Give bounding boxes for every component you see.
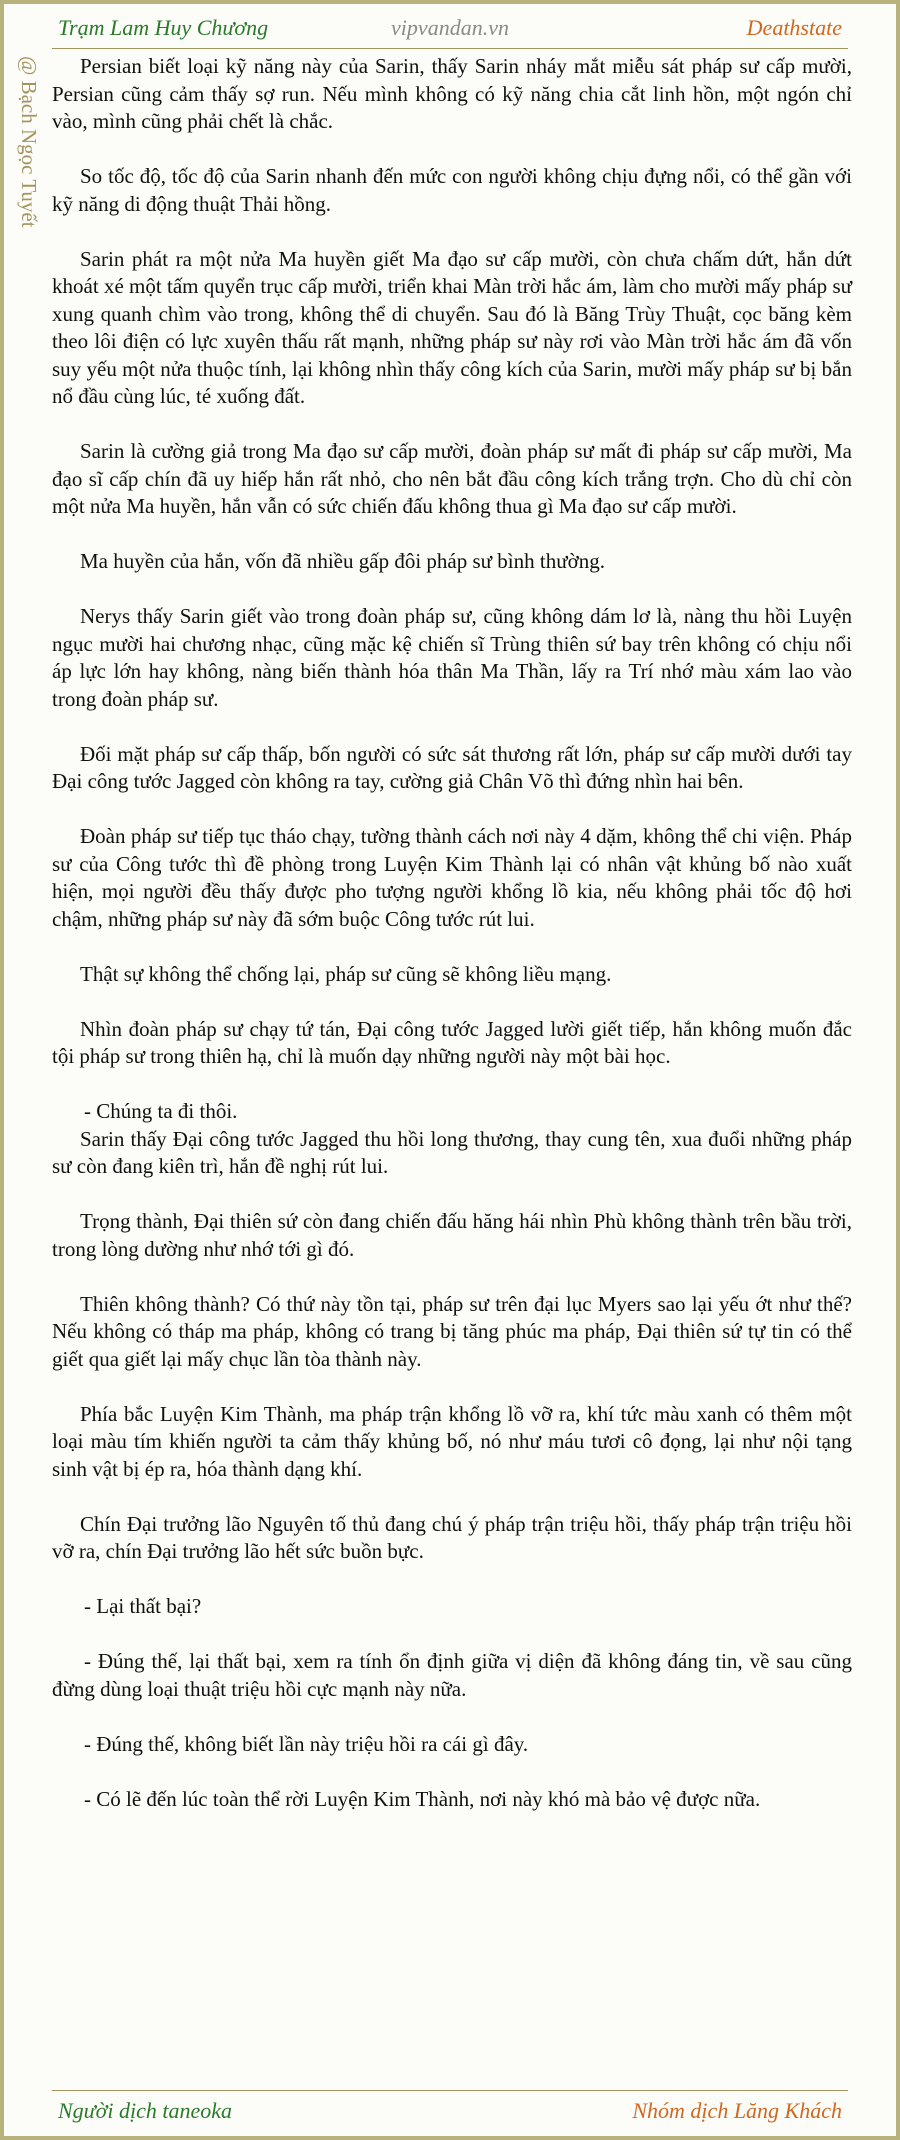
dialogue-line: - Đúng thế, không biết lần này triệu hồi ra cái gì đây. [84, 1731, 529, 1756]
paragraph: Sarin thấy Đại công tước Jagged thu hồi long thương, thay cung tên, xua đuổi những pháp sư còn đang kiên trì, hắn đề nghị rút lui. [52, 1126, 852, 1178]
paragraph: Nerys thấy Sarin giết vào trong đoàn pháp sư, cũng không dám lơ là, nàng thu hồi Luyện ngục mười hai chương nhạc, cũng mặc kệ chiến sĩ Trùng thiên sứ bay trên không có chịu nổi áp lực lớn hay không, nàng biến thành hóa thân Ma Thần, lấy ra Trí nhớ màu xám lao vào trong đoàn pháp sư. [52, 604, 852, 711]
paragraph: So tốc độ, tốc độ của Sarin nhanh đến mức con người không chịu đựng nổi, có thể gần với kỹ năng di động thuật Thải hồng. [52, 164, 852, 216]
paragraph: Ma huyền của hắn, vốn đã nhiều gấp đôi pháp sư bình thường. [80, 549, 605, 573]
page-footer [52, 2090, 848, 2131]
paragraph: Trọng thành, Đại thiên sứ còn đang chiến đấu hăng hái nhìn Phù không thành trên bầu trời, trong lòng dường như nhớ tới gì đó. [52, 1209, 852, 1261]
paragraph: Thiên không thành? Có thứ này tồn tại, pháp sư trên đại lục Myers sao lại yếu ớt như thế? Nếu không có tháp ma pháp, không có trang bị tăng phúc ma pháp, Đại thiên sứ tự tin có thể giết qua giết lại mấy chục lần tòa thành này. [52, 1291, 852, 1371]
dialogue-line: - Lại thất bại? [84, 1594, 202, 1618]
paragraph: Sarin phát ra một nửa Ma huyền giết Ma đạo sư cấp mười, còn chưa chấm dứt, hắn dứt khoát xé một tấm quyển trục cấp mười, triển khai Màn trời hắc ám, làm cho mười mấy pháp sư xung quanh chìm vào trong, không thể di chuyển. Sau đó là Băng Trùy Thuật, cọc băng kèm theo lôi điện có lực xuyên thấu rất mạnh, những pháp sư này rơi vào Màn trời hắc ám đã vốn suy yếu một nửa thuộc tính, lại không nhìn thấy công kích của Sarin, mười mấy pháp sư bị bắn nổ đầu cùng lúc, té xuống đất. [52, 246, 852, 408]
paragraph: Persian biết loại kỹ năng này của Sarin, thấy Sarin nháy mắt miễu sát pháp sư cấp mười, Persian cũng cảm thấy sợ run. Nếu mình không có kỹ năng chia cắt linh hồn, một ngón chỉ vào, mình cũng phải chết là chắc. [52, 54, 852, 133]
header-author: Deathstate [746, 15, 842, 40]
paragraph: Nhìn đoàn pháp sư chạy tứ tán, Đại công tước Jagged lười giết tiếp, hắn không muốn đắc tội pháp sư trong thiên hạ, chỉ là muốn dạy những người này một bài học. [52, 1016, 852, 1068]
paragraph: Đoàn pháp sư tiếp tục tháo chạy, tường thành cách nơi này 4 dặm, không thể chi viện. Pháp sư của Công tước thì đề phòng trong Luyện Kim Thành lại có nhân vật khủng bố nào xuất hiện, mọi người đều thấy được pho tượng người khổng lồ kia, nếu không phải tốc độ hơi chậm, những pháp sư này đã sớm buộc Công tước rút lui. [52, 824, 852, 931]
header-url: vipvandan.vn [391, 15, 509, 40]
dialogue-line: - Có lẽ đến lúc toàn thể rời Luyện Kim Thành, nơi này khó mà bảo vệ được nữa. [84, 1786, 761, 1811]
footer-group: Nhóm dịch Lăng Khách [632, 2098, 842, 2123]
header-site-name: Trạm Lam Huy Chương [58, 15, 269, 40]
paragraph: Chín Đại trưởng lão Nguyên tố thủ đang chú ý pháp trận triệu hồi, thấy pháp trận triệu hồi vỡ ra, chín Đại trưởng lão hết sức buồn bực. [52, 1511, 852, 1563]
paragraph: Thật sự không thể chống lại, pháp sư cũng sẽ không liều mạng. [80, 961, 612, 986]
footer-translator: Người dịch taneoka [58, 2098, 233, 2123]
page-header [52, 12, 848, 49]
dialogue-line: - Chúng ta đi thôi. [84, 1099, 238, 1123]
paragraph: Đối mặt pháp sư cấp thấp, bốn người có sức sát thương rất lớn, pháp sư cấp mười dưới tay Đại công tước Jagged còn không ra tay, cường giả Chân Võ thì đứng nhìn hai bên. [52, 741, 852, 793]
page [4, 4, 896, 2136]
dialogue-line: - Đúng thế, lại thất bại, xem ra tính ổn định giữa vị diện đã không đáng tin, về sau cũng đừng dùng loại thuật triệu hồi cực mạnh này nữa. [52, 1649, 852, 1701]
paragraph: Sarin là cường giả trong Ma đạo sư cấp mười, đoàn pháp sư mất đi pháp sư cấp mười, Ma đạo sĩ cấp chín đã uy hiếp hắn rất nhỏ, cho nên bắt đầu công kích trắng trợn. Cho dù chỉ còn một nửa Ma huyền, hắn vẫn có sức chiến đấu không thua gì Ma đạo sư cấp mười. [52, 439, 852, 518]
paragraph: Phía bắc Luyện Kim Thành, ma pháp trận khổng lồ vỡ ra, khí tức màu xanh có thêm một loại màu tím khiến người ta cảm thấy khủng bố, nó như máu tươi cô đọng, lại như nội tạng sinh vật bị ép ra, hóa thành dạng khí. [52, 1401, 852, 1481]
side-watermark: @ Bạch Ngọc Tuyết [17, 56, 41, 228]
chapter-text [52, 53, 852, 1841]
